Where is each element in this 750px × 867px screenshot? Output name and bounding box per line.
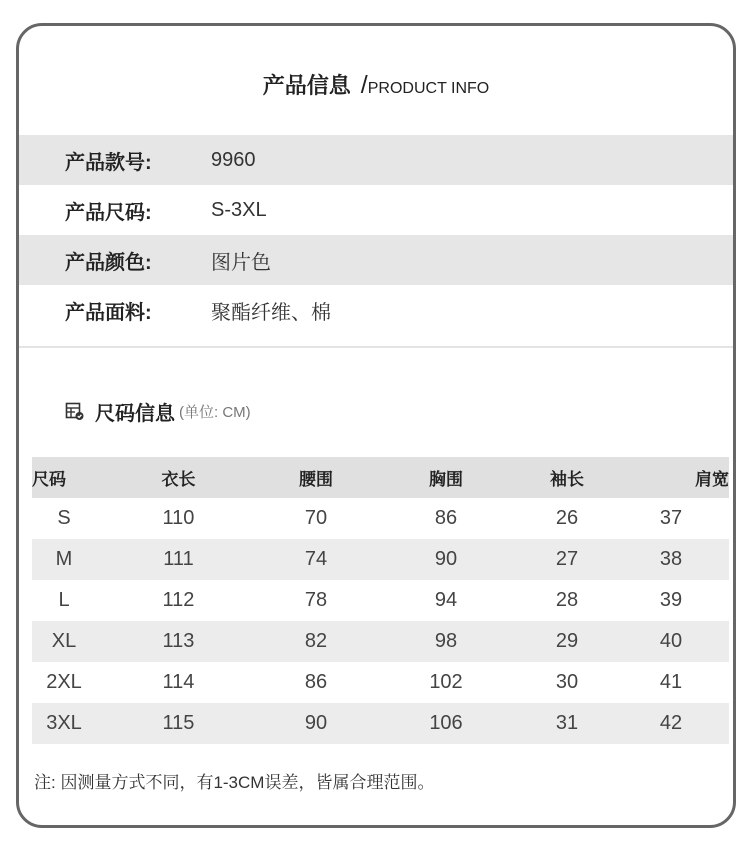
table-row (32, 662, 729, 703)
cell-waist: 74 (304, 548, 328, 570)
product-info-title-cn: 产品信息 (262, 73, 351, 98)
cell-shoulder: 39 (659, 589, 683, 611)
size-info-title: 尺码信息 (95, 402, 175, 425)
cell-sleeve: 28 (555, 589, 579, 611)
cell-chest: 106 (429, 712, 463, 734)
cell-size: XL (51, 630, 77, 652)
table-row (32, 621, 729, 662)
cell-length: 112 (162, 589, 195, 611)
cell-sleeve: 30 (555, 671, 579, 693)
header-shoulder: 肩宽 (695, 470, 729, 489)
table-row (32, 498, 729, 539)
product-info-title-en: PRODUCT INFO (367, 80, 490, 97)
cell-chest: 102 (429, 671, 463, 693)
cell-length: 111 (163, 548, 194, 570)
cell-chest: 94 (434, 589, 458, 611)
size-info-heading (65, 398, 251, 424)
measurement-note: 注: 因测量方式不同，有1-3CM误差，皆属合理范围。 (34, 773, 435, 792)
info-value: S-3XL (211, 198, 267, 221)
cell-length: 113 (162, 630, 195, 652)
size-table-header (32, 457, 729, 498)
cell-size: L (58, 589, 70, 611)
info-label: 产品颜色: (65, 251, 152, 274)
info-label: 产品面料: (65, 301, 152, 324)
info-row-style-number (19, 135, 733, 185)
cell-shoulder: 37 (659, 507, 683, 529)
cell-shoulder: 38 (659, 548, 683, 570)
cell-waist: 90 (304, 712, 328, 734)
info-value: 聚酯纤维、棉 (211, 301, 331, 324)
product-info-list (19, 135, 733, 335)
info-row-color (19, 235, 733, 285)
cell-shoulder: 42 (659, 712, 683, 734)
header-size: 尺码 (32, 470, 66, 489)
cell-sleeve: 29 (555, 630, 579, 652)
title-slash: / (360, 71, 368, 99)
size-info-unit: (单位: CM) (179, 403, 251, 421)
info-row-fabric (19, 285, 733, 335)
size-table (32, 457, 729, 744)
ruler-table-icon (65, 401, 85, 421)
section-divider (19, 346, 733, 348)
table-row (32, 703, 729, 744)
cell-length: 110 (162, 507, 195, 529)
cell-chest: 98 (434, 630, 458, 652)
table-row (32, 539, 729, 580)
cell-sleeve: 26 (555, 507, 579, 529)
cell-shoulder: 41 (659, 671, 683, 693)
cell-length: 115 (162, 712, 195, 734)
cell-waist: 78 (304, 589, 328, 611)
info-value: 图片色 (211, 251, 271, 274)
header-sleeve: 袖长 (550, 470, 584, 489)
table-row (32, 580, 729, 621)
header-waist: 腰围 (299, 470, 333, 489)
info-label: 产品款号: (65, 151, 152, 174)
cell-waist: 70 (304, 507, 328, 529)
cell-size: M (55, 548, 73, 570)
info-row-size (19, 185, 733, 235)
cell-chest: 90 (434, 548, 458, 570)
cell-length: 114 (162, 671, 195, 693)
cell-size: 3XL (46, 712, 82, 734)
cell-waist: 86 (304, 671, 328, 693)
cell-shoulder: 40 (659, 630, 683, 652)
cell-size: 2XL (46, 671, 82, 693)
info-value: 9960 (211, 148, 256, 171)
cell-waist: 82 (304, 630, 328, 652)
info-label: 产品尺码: (65, 201, 152, 224)
header-length: 衣长 (161, 470, 196, 489)
header-chest: 胸围 (429, 470, 463, 489)
cell-sleeve: 31 (555, 712, 579, 734)
cell-sleeve: 27 (555, 548, 579, 570)
cell-chest: 86 (434, 507, 458, 529)
cell-size: S (57, 507, 71, 529)
product-info-title (19, 68, 733, 102)
product-card (16, 23, 736, 828)
